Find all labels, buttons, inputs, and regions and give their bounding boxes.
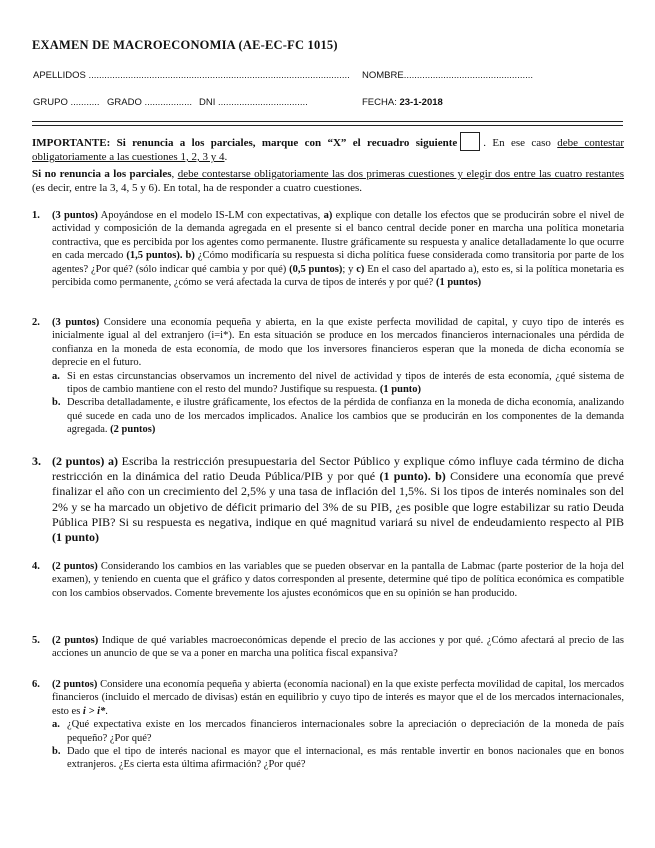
important-text-2: . En ese caso	[483, 137, 551, 149]
renuncia-checkbox[interactable]	[460, 132, 480, 151]
question-6-sub-a	[52, 718, 624, 745]
question-2-b-letter: b.	[52, 397, 61, 409]
no-renuncia-rest: (es decir, entre la 3, 4, 5 y 6). En total, ha de responder a cuatro cuestiones.	[32, 181, 363, 194]
dni-field	[199, 97, 308, 108]
question-1	[32, 209, 624, 289]
question-2-sub-a	[52, 370, 624, 397]
question-5-points: (2 puntos)	[52, 635, 99, 646]
question-1-part-5: En el caso del apartado a), esto es, si la política monetaria es percibida como permanente, ¿cómo se verá afectada la curva de tipos de interés y por qué?	[52, 263, 624, 289]
question-6-number: 6.	[32, 679, 40, 690]
question-6-a-letter: a.	[52, 719, 60, 731]
question-3-points: (2 puntos)	[52, 454, 105, 468]
question-2-b-points: (2 puntos)	[107, 424, 156, 436]
fecha-field	[362, 97, 443, 108]
question-2-number: 2.	[32, 317, 40, 328]
question-5-text	[52, 634, 624, 661]
question-3-a-marker: a)	[104, 454, 118, 468]
question-6-intro-end: .	[105, 705, 108, 717]
question-2-a-points: (1 punto)	[377, 384, 422, 396]
question-1-a-points: (1,5 puntos).	[123, 250, 183, 262]
question-3-number: 3.	[32, 454, 41, 468]
important-underlined: debe contestar obligatoriamente a las cuestiones 1, 2, 3 y 4	[32, 137, 625, 163]
nombre-label: NOMBRE	[362, 70, 404, 81]
question-2-intro: Considere una economía pequeña y abierta, en la que existe perfecta movilidad de capital, y cuyo tipo de interés es inicialmente igual al del extranjero (i=i*). En esta situación se produce en los mercados financieros internacionales una pérdida de confianza en la moneda de esta economía, de modo que los inversores financieros esperan que la moneda de dicha economía se deprecie en el futuro.	[52, 317, 624, 369]
question-2-sub-b	[52, 396, 624, 436]
nombre-dots: .................................................	[403, 70, 534, 81]
apellidos-dots: ...................................................................................................	[88, 70, 350, 81]
question-3-part-1: Escriba la restricción presupuestaria del Sector Público y explique cómo influye cada término de dicha restricción en la dinámica del ratio Deuda Pública/PIB y por qué	[52, 454, 624, 484]
question-2-b-text: Describa detalladamente, e ilustre gráficamente, los efectos de la pérdida de confianza en la moneda de dicha economía, analizando qué sucede en cada uno de los mercados implicados. Analice los cambios que se producirán en los componentes de la demanda agregada.	[67, 397, 624, 436]
header-rule-bottom	[32, 125, 623, 126]
question-5	[32, 634, 624, 661]
question-6-points: (2 puntos)	[52, 679, 98, 690]
grupo-label: GRUPO	[33, 97, 68, 108]
no-renuncia-note	[32, 168, 624, 195]
question-6-inequality: i > i*	[80, 705, 106, 717]
header-rule-top	[32, 121, 623, 122]
question-6-intro: Considere una economía pequeña y abierta (economía nacional) en la que existe perfecta movilidad de capital, los mercados financieros (incluido el mercado de divisas) están en equilibrio y cuyo tipo de interés es mayor que el de los mercados internacionales, esto es	[52, 679, 624, 717]
question-6-text	[52, 678, 624, 718]
question-1-b-points: (0,5 puntos)	[286, 263, 343, 275]
grado-label: GRADO	[107, 97, 142, 108]
question-6-b-letter: b.	[52, 746, 61, 758]
question-1-number: 1.	[32, 210, 40, 221]
dni-dots: ..................................	[218, 97, 308, 108]
question-4-text	[52, 560, 624, 600]
question-6-sub-b	[52, 745, 624, 772]
question-4-body: Considerando los cambios en las variables que se pueden observar en la pantalla de Labmac (parte posterior de la hoja del examen), y teniendo en cuenta que el gráfico y datos corresponden al presente, determine qué tipo de política económica es compatible con los cambios observados. Comente brevemente los ajustes económicos que en su opinión se han producido.	[52, 561, 624, 599]
question-2-points: (3 puntos)	[52, 317, 100, 328]
grupo-dots: ...........	[70, 97, 100, 108]
question-5-body: Indique de qué variables macroeconómicas depende el precio de las acciones y por qué. ¿Cómo afectará al precio de las acciones un anuncio de que se va a poner en marcha una política fiscal expansiva?	[52, 635, 624, 660]
question-3-b-marker: b)	[430, 469, 446, 484]
question-1-part-4: ; y	[342, 263, 354, 275]
question-5-number: 5.	[32, 635, 40, 646]
dni-label: DNI	[199, 97, 216, 108]
fecha-value: 23-1-2018	[399, 97, 443, 108]
question-1-text	[52, 209, 624, 289]
important-note	[32, 132, 624, 165]
grado-field	[107, 97, 192, 108]
no-renuncia-comma: ,	[171, 168, 175, 180]
exam-title: EXAMEN DE MACROECONOMIA (AE-EC-FC 1015)	[32, 38, 338, 52]
question-3	[32, 454, 624, 545]
apellidos-field	[33, 70, 350, 81]
question-1-points: (3 puntos)	[52, 210, 98, 221]
fecha-label: FECHA:	[362, 97, 397, 108]
question-2	[32, 316, 624, 437]
question-1-b-marker: b)	[182, 250, 195, 262]
nombre-field	[362, 70, 533, 81]
question-3-part-2: Considere una economía que prevé finalizar el año con un crecimiento del 2,5% y una tasa de inflación del 1,5%. Si los tipos de interés nominales son del 2% y se ha marcado un objetivo de déficit primario del 3% de su PIB, ¿es posible que logre estabilizar su ratio Deuda Pública PIB? Si su respuesta es negativa, indique en qué magnitud variará su nivel de endeudamiento respecto al PIB	[52, 469, 624, 529]
important-label: IMPORTANTE	[32, 137, 107, 149]
question-4-points: (2 puntos)	[52, 561, 98, 572]
question-3-b-points: (1 punto)	[52, 530, 100, 545]
question-1-part-1: Apoyándose en el modelo IS-LM con expectativas,	[97, 210, 321, 221]
question-1-a-marker: a)	[320, 210, 333, 221]
question-1-c-points: (1 puntos)	[433, 277, 482, 289]
question-2-a-text: Si en estas circunstancias observamos un incremento del nivel de actividad y tipos de interés de esta economía, ¿qué sistema de tipos de cambio mantiene con el resto del mundo? Justifique su respuesta.	[67, 370, 624, 396]
question-6-b-text: Dado que el tipo de interés nacional es mayor que el internacional, es más rentable invertir en bonos nacionales que en bonos extranjeros. ¿Es cierta esta última afirmación? ¿Por qué?	[67, 746, 624, 771]
question-4-number: 4.	[32, 561, 40, 572]
question-1-part-2: explique con detalle los efectos que se producirán sobre el nivel de actividad y composición de la demanda agregada en el presente si el banco central decide poner en marcha una política monetaria contractiva, que es percibida por los agentes como permanente. Ilustre gráficamente su respuesta y analice detalladamente lo que ocurre en cada mercado	[52, 210, 625, 262]
apellidos-label: APELLIDOS	[33, 70, 86, 81]
question-2-text	[52, 316, 624, 370]
question-3-a-points: (1 punto).	[375, 469, 431, 484]
important-end: .	[224, 151, 228, 163]
grado-dots: ..................	[144, 97, 192, 108]
no-renuncia-underlined: debe contestarse obligatoriamente las dos primeras cuestiones y elegir dos entre las cuatro restantes	[177, 168, 625, 180]
question-3-text	[52, 454, 624, 545]
grupo-field	[33, 97, 100, 108]
no-renuncia-label: Si no renuncia a los parciales	[32, 168, 172, 180]
question-6-a-text: ¿Qué expectativa existe en los mercados financieros internacionales sobre la apreciación o depreciación de la moneda de país pequeño? ¿Por qué?	[67, 719, 624, 744]
important-text-1: : Si renuncia a los parciales, marque con “X” el recuadro siguiente	[106, 137, 458, 149]
question-2-a-letter: a.	[52, 370, 60, 382]
question-1-part-3: ¿Cómo modificaría su respuesta si dicha política fuese considerada como transitoria por parte de los agentes? ¿Por qué? (sólo indicar qué cambia y por qué)	[52, 250, 624, 275]
question-1-c-marker: c)	[353, 263, 365, 275]
question-4	[32, 560, 624, 600]
question-6	[32, 678, 624, 772]
